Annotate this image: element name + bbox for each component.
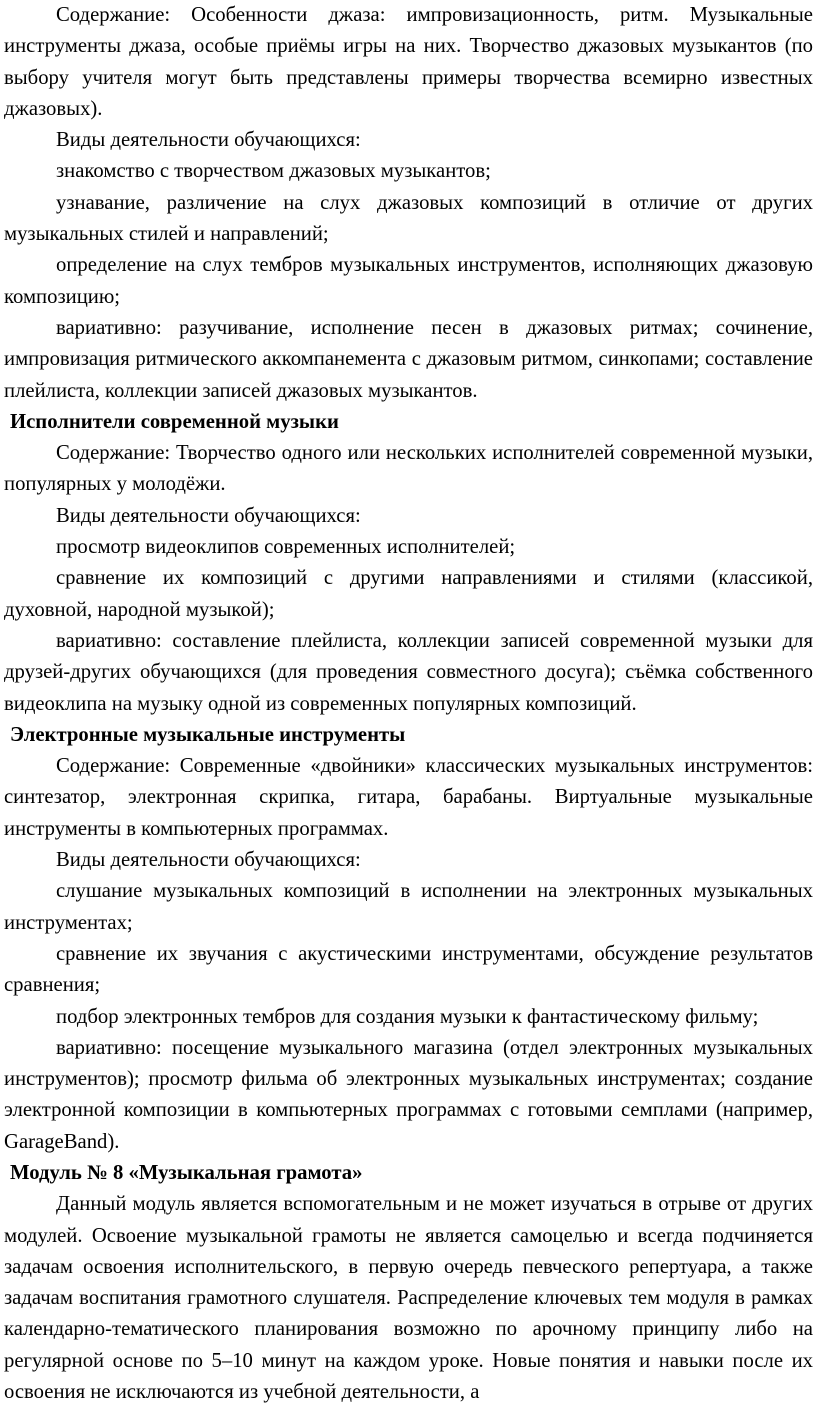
paragraph-electronic-content: Содержание: Современные «двойники» классических музыкальных инструментов: синтезатор, электронная скрипка, гитара, барабаны. Виртуальные музыкальные инструменты в компьютерных программах. <box>4 755 813 840</box>
paragraph-activity-item: определение на слух тембров музыкальных инструментов, исполняющих джазовую композицию; <box>4 254 813 308</box>
paragraph-activity-item: просмотр видеоклипов современных исполнителей; <box>56 536 516 559</box>
paragraph-activity-item: вариативно: разучивание, исполнение песен в джазовых ритмах; сочинение, импровизация ритмического аккомпанемента с джазовым ритмом, синкопами; составление плейлиста, коллекции записей джазовых музыкантов. <box>4 316 813 402</box>
paragraph-activities-label: Виды деятельности обучающихся: <box>56 849 361 872</box>
section-heading-electronic-instruments: Электронные музыкальные инструменты <box>10 723 406 746</box>
paragraph-activity-item: вариативно: составление плейлиста, коллекции записей современной музыки для друзей-других обучающихся (для проведения совместного досуга); съёмка собственного видеоклипа на музыку одной из современных популярных композиций. <box>4 629 813 715</box>
paragraph-activity-item: слушание музыкальных композиций в исполнении на электронных музыкальных инструментах; <box>4 880 813 934</box>
section-heading-modern-performers: Исполнители современной музыки <box>10 410 339 433</box>
paragraph-activity-item: подбор электронных тембров для создания музыки к фантастическому фильму; <box>56 1005 759 1028</box>
paragraph-activities-label: Виды деятельности обучающихся: <box>56 504 361 527</box>
paragraph-modern-content: Содержание: Творчество одного или нескольких исполнителей современной музыки, популярных у молодёжи. <box>4 442 813 496</box>
paragraph-activity-item: знакомство с творчеством джазовых музыкантов; <box>56 160 491 183</box>
paragraph-activities-label: Виды деятельности обучающихся: <box>56 129 361 152</box>
paragraph-activity-item: сравнение их звучания с акустическими инструментами, обсуждение результатов сравнения; <box>4 942 813 997</box>
paragraph-activity-item: вариативно: посещение музыкального магазина (отдел электронных музыкальных инструментов); просмотр фильма об электронных музыкальных инструментах; создание электронной композиции в компьютерных программах с готовыми семплами (например, GarageBand). <box>4 1036 813 1153</box>
section-heading-module-8: Модуль № 8 «Музыкальная грамота» <box>10 1161 363 1184</box>
paragraph-jazz-content: Содержание: Особенности джаза: импровизационность, ритм. Музыкальные инструменты джаза, особые приёмы игры на них. Творчество джазовых музыкантов (по выбору учителя могут быть представлены примеры творчества всемирно известных джазовых). <box>4 4 813 120</box>
paragraph-activity-item: сравнение их композиций с другими направлениями и стилями (классикой, духовной, народной музыкой); <box>4 567 813 621</box>
paragraph-module-8-intro: Данный модуль является вспомогательным и не может изучаться в отрыве от других модулей. Освоение музыкальной грамоты не является самоцелью и всегда подчиняется задачам освоения исполнительского, в первую очередь певческого репертуара, а также задачам воспитания грамотного слушателя. Распределение ключевых тем модуля в рамках календарно-тематического планирования возможно по арочному принципу либо на регулярной основе по 5–10 минут на каждом уроке. Новые понятия и навыки после их освоения не исключаются из учебной деятельности, а <box>4 1193 813 1404</box>
paragraph-activity-item: узнавание, различение на слух джазовых композиций в отличие от других музыкальных стилей и направлений; <box>4 191 813 246</box>
